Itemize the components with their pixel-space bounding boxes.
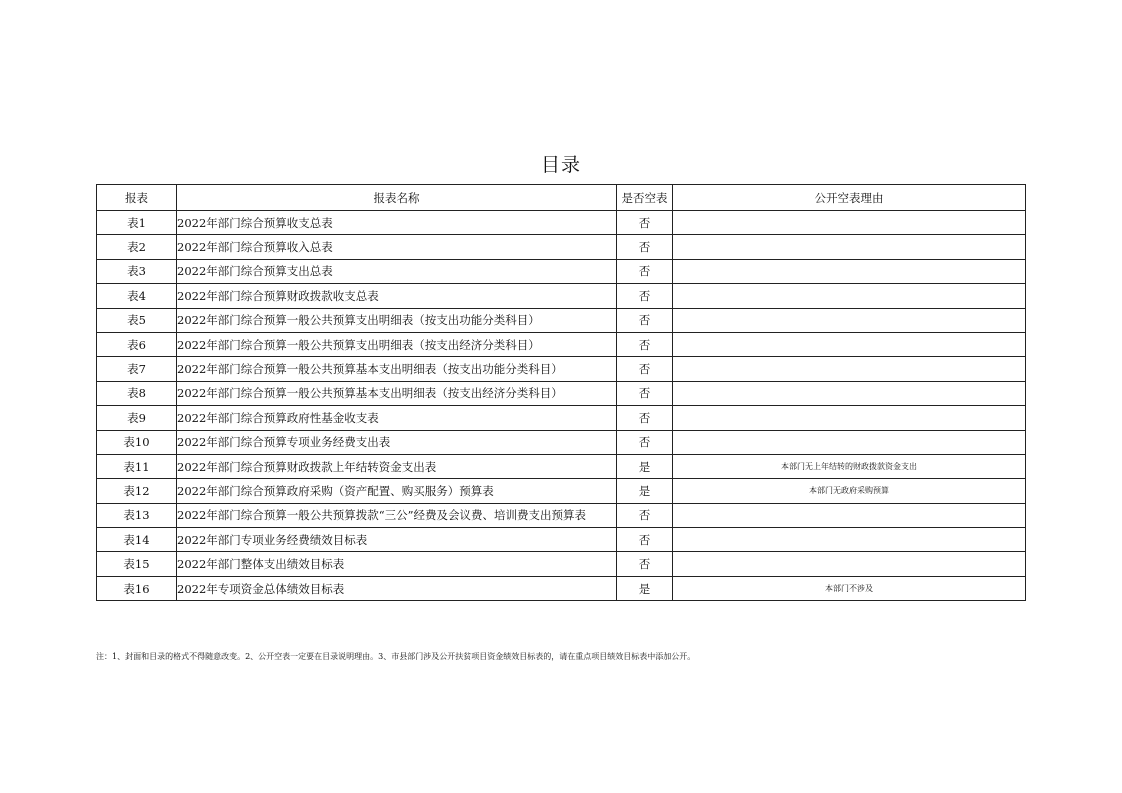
report-no: 表16 — [97, 576, 177, 600]
report-name: 2022年部门综合预算收入总表 — [177, 235, 617, 259]
footnote: 注：1、封面和目录的格式不得随意改变。2、公开空表一定要在目录说明理由。3、市县部门涉及公开扶贫项目资金绩效目标表的，请在重点项目绩效目标表中添加公开。 — [96, 652, 696, 661]
empty-reason — [673, 235, 1026, 259]
report-no: 表1 — [97, 211, 177, 235]
report-name: 2022年部门综合预算支出总表 — [177, 259, 617, 283]
report-name: 2022年部门综合预算财政拨款收支总表 — [177, 284, 617, 308]
report-no: 表13 — [97, 503, 177, 527]
empty-reason — [673, 503, 1026, 527]
report-name: 2022年部门综合预算一般公共预算基本支出明细表（按支出功能分类科目） — [177, 357, 617, 381]
empty-reason — [673, 259, 1026, 283]
report-name: 2022年部门专项业务经费绩效目标表 — [177, 528, 617, 552]
report-no: 表15 — [97, 552, 177, 576]
report-name: 2022年部门综合预算政府采购（资产配置、购买服务）预算表 — [177, 479, 617, 503]
report-no: 表9 — [97, 406, 177, 430]
report-name: 2022年部门综合预算一般公共预算拨款“三公”经费及会议费、培训费支出预算表 — [177, 503, 617, 527]
is-empty: 否 — [617, 430, 673, 454]
report-name: 2022年部门综合预算一般公共预算基本支出明细表（按支出经济分类科目） — [177, 381, 617, 405]
table-row — [97, 528, 1026, 552]
empty-reason — [673, 211, 1026, 235]
is-empty: 否 — [617, 552, 673, 576]
empty-reason — [673, 308, 1026, 332]
is-empty: 否 — [617, 332, 673, 356]
table-row — [97, 332, 1026, 356]
report-name: 2022年部门综合预算一般公共预算支出明细表（按支出功能分类科目） — [177, 308, 617, 332]
contents-table — [96, 184, 1026, 601]
table-row — [97, 357, 1026, 381]
report-no: 表11 — [97, 454, 177, 478]
table-header-row — [97, 185, 1026, 211]
is-empty: 否 — [617, 259, 673, 283]
table-row — [97, 235, 1026, 259]
report-no: 表14 — [97, 528, 177, 552]
report-name: 2022年部门整体支出绩效目标表 — [177, 552, 617, 576]
table-row — [97, 259, 1026, 283]
report-no: 表10 — [97, 430, 177, 454]
empty-reason — [673, 357, 1026, 381]
report-name: 2022年部门综合预算财政拨款上年结转资金支出表 — [177, 454, 617, 478]
table-row — [97, 576, 1026, 600]
table-row — [97, 284, 1026, 308]
empty-reason: 本部门无政府采购预算 — [673, 479, 1026, 503]
is-empty: 否 — [617, 357, 673, 381]
table-row — [97, 503, 1026, 527]
is-empty: 否 — [617, 211, 673, 235]
header-report-no: 报表 — [97, 185, 177, 211]
report-no: 表3 — [97, 259, 177, 283]
page-title: 目录 — [540, 154, 581, 176]
empty-reason — [673, 284, 1026, 308]
header-empty-reason: 公开空表理由 — [673, 185, 1026, 211]
is-empty: 否 — [617, 381, 673, 405]
is-empty: 否 — [617, 308, 673, 332]
report-no: 表4 — [97, 284, 177, 308]
report-no: 表8 — [97, 381, 177, 405]
report-name: 2022年部门综合预算一般公共预算支出明细表（按支出经济分类科目） — [177, 332, 617, 356]
header-is-empty: 是否空表 — [617, 185, 673, 211]
is-empty: 否 — [617, 503, 673, 527]
table-row — [97, 381, 1026, 405]
table-row — [97, 430, 1026, 454]
report-name: 2022年部门综合预算政府性基金收支表 — [177, 406, 617, 430]
empty-reason — [673, 332, 1026, 356]
report-name: 2022年部门综合预算专项业务经费支出表 — [177, 430, 617, 454]
report-name: 2022年专项资金总体绩效目标表 — [177, 576, 617, 600]
table-row — [97, 308, 1026, 332]
table-row — [97, 552, 1026, 576]
empty-reason: 本部门无上年结转的财政拨款资金支出 — [673, 454, 1026, 478]
empty-reason — [673, 381, 1026, 405]
header-report-name: 报表名称 — [177, 185, 617, 211]
table-row — [97, 406, 1026, 430]
empty-reason — [673, 406, 1026, 430]
is-empty: 否 — [617, 284, 673, 308]
empty-reason — [673, 430, 1026, 454]
is-empty: 否 — [617, 528, 673, 552]
report-name: 2022年部门综合预算收支总表 — [177, 211, 617, 235]
report-no: 表5 — [97, 308, 177, 332]
report-no: 表12 — [97, 479, 177, 503]
report-no: 表6 — [97, 332, 177, 356]
table-row — [97, 479, 1026, 503]
report-no: 表7 — [97, 357, 177, 381]
table-row — [97, 211, 1026, 235]
empty-reason — [673, 552, 1026, 576]
is-empty: 是 — [617, 479, 673, 503]
empty-reason: 本部门不涉及 — [673, 576, 1026, 600]
report-no: 表2 — [97, 235, 177, 259]
empty-reason — [673, 528, 1026, 552]
is-empty: 是 — [617, 576, 673, 600]
table-row — [97, 454, 1026, 478]
is-empty: 否 — [617, 235, 673, 259]
is-empty: 否 — [617, 406, 673, 430]
is-empty: 是 — [617, 454, 673, 478]
